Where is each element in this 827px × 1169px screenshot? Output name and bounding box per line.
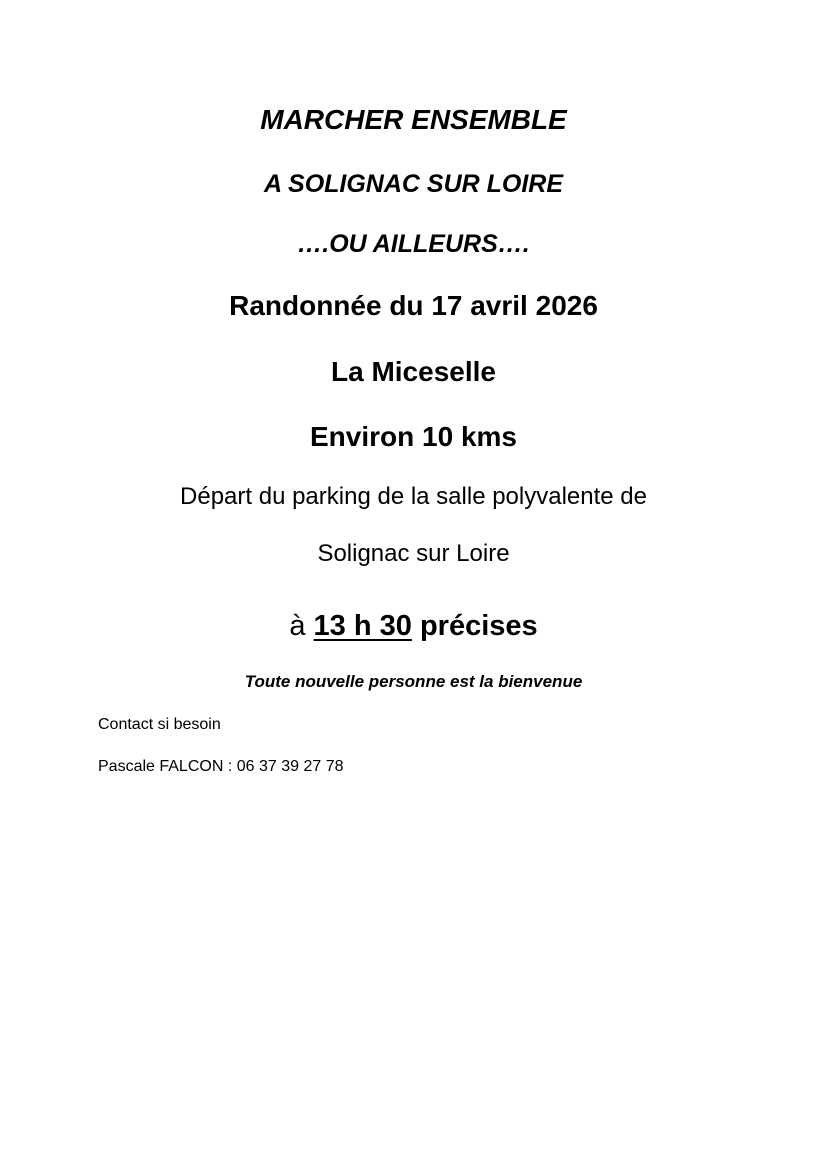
departure-line-1: Départ du parking de la salle polyvalente de bbox=[180, 483, 647, 510]
contact-label: Contact si besoin bbox=[98, 716, 221, 733]
departure-line-2: Solignac sur Loire bbox=[317, 540, 510, 567]
heading-marcher-ensemble: MARCHER ENSEMBLE bbox=[260, 104, 567, 135]
contact-person: Pascale FALCON : 06 37 39 27 78 bbox=[98, 758, 344, 775]
time-prefix: à bbox=[289, 610, 306, 642]
time-value: 13 h 30 bbox=[313, 610, 412, 642]
time-suffix: précises bbox=[419, 610, 538, 642]
departure-time bbox=[0, 612, 827, 641]
event-title: Randonnée du 17 avril 2026 bbox=[229, 290, 598, 321]
heading-ou-ailleurs: ….OU AILLEURS…. bbox=[297, 230, 530, 258]
welcome-note: Toute nouvelle personne est la bienvenue bbox=[244, 672, 583, 691]
event-location: La Miceselle bbox=[331, 356, 496, 387]
heading-location: A SOLIGNAC SUR LOIRE bbox=[263, 170, 564, 198]
event-distance: Environ 10 kms bbox=[310, 421, 517, 452]
